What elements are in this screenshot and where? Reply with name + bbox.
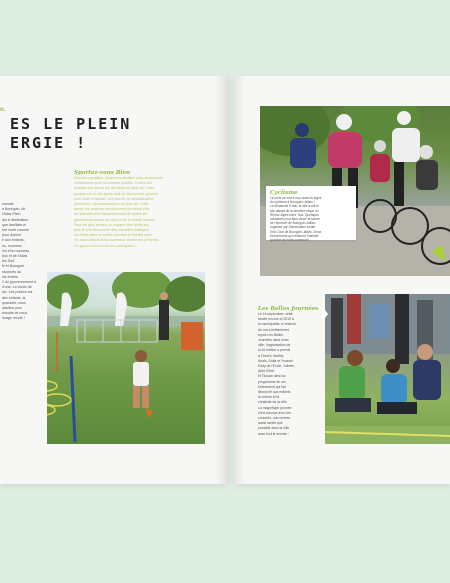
- body-line: ins invités: [2, 274, 18, 279]
- body-line: les associations et les nombreux bénévoles présents.: [74, 238, 160, 243]
- section-kicker: o.: [0, 107, 6, 113]
- body-line: sportives dans un cadre convivial et familial avec: [74, 233, 152, 238]
- body-line: Pour les plus jeunes, un espace était dédié aux: [74, 222, 150, 227]
- body-line: programme de cet: [258, 379, 286, 384]
- body-line: site départ de la dernière étape du: [270, 208, 319, 213]
- body-line: bus et de l'Atlas: [2, 254, 28, 259]
- body-line: adultes pour: [2, 306, 22, 311]
- belles-body: [258, 312, 322, 437]
- headline-line-1: ES LE PLEIN: [10, 115, 132, 133]
- body-line: de rue a brillamment: [258, 327, 289, 332]
- body-line: que familiale et: [2, 222, 27, 227]
- body-line: année les visiteurs ont découvert un circuit vélo: [74, 207, 150, 212]
- cyclisme-caption: [266, 186, 356, 243]
- body-line: les activités et le rassemblement de toutes les: [74, 212, 148, 217]
- body-line: la 4e édition a permis: [258, 348, 291, 353]
- body-line: Le mois de mai a reçu aussi le signe: [270, 196, 322, 200]
- body-line: ns, nouveau: [2, 243, 22, 248]
- body-line: Anaïs, Sofia et Youssef: [258, 358, 293, 363]
- body-line: Le 16 septembre, cette: [258, 312, 293, 316]
- body-line: centaines pour faire vibrer la scène: [270, 217, 320, 222]
- body-line: journée est un bel après-midi de découverte sportive: [74, 191, 158, 196]
- body-line: ensuite: [2, 202, 14, 206]
- left-column-text: [2, 202, 44, 322]
- cyclisme-body: [270, 196, 352, 242]
- body-line: ensuite ce nous: [2, 311, 28, 316]
- body-line: nombreuses pour les ateliers sportifs. Toutes ces: [74, 181, 152, 186]
- body-line: quarante, nous: [2, 300, 26, 305]
- article-headline: [10, 115, 131, 153]
- body-line: de l'épreuve de Bourgoin-Jallieu: [270, 221, 316, 226]
- body-line: Eddy de l'Ecole, Juliette,: [258, 364, 295, 369]
- body-line: bre toute comme: [2, 228, 29, 233]
- body-line: découvrir aux enfants: [258, 390, 291, 395]
- body-line: Un grand merci à tous les participants !: [74, 243, 137, 248]
- cyclisme-heading: Cyclisme: [270, 190, 298, 196]
- belles-journees-section: [258, 306, 322, 437]
- body-line: Vélo Club de Bourgoin-Jallieu. Deux: [270, 229, 322, 234]
- pointer-triangle: [322, 306, 328, 322]
- body-line: ssionnés au: [2, 269, 22, 274]
- body-line: repris Les Belles: [258, 332, 284, 337]
- body-line: organisé par l'association locale: [270, 225, 316, 230]
- body-line: année encore et 2015 à: [258, 317, 294, 322]
- body-line: possible dans la ville: [258, 426, 290, 431]
- gutter-shadow-right: [234, 76, 244, 484]
- body-line: Ensuite exposition. Quand les familles sont nombreuses: [74, 176, 164, 180]
- park-scene-illustration: [47, 272, 205, 444]
- body-line: activités ont abouti sur des tests en plein air. Cette: [74, 186, 155, 191]
- body-line: e aux enfants,: [2, 238, 25, 243]
- body-line: sportive de notre commune.: [270, 238, 310, 243]
- body-line: du cyclisme à Bourgoin-Jallieu !: [270, 200, 315, 205]
- body-line: pour toute la famille. Des stands de sensibilisation: [74, 196, 154, 201]
- body-line: préventive, des animations et le plein air. Cette: [74, 202, 149, 207]
- crowd-illustration: [325, 294, 450, 444]
- photo-crowd-family: [325, 294, 450, 444]
- body-line: ise. Les publics est: [2, 290, 33, 295]
- body-line: ain à destination: [2, 217, 29, 222]
- body-line: ville, l'organisation de: [258, 343, 291, 348]
- body-line: créativité de la ville.: [258, 400, 288, 405]
- sporty-body: [74, 176, 206, 249]
- body-line: Le dimanche 6 mai, la ville a été le: [270, 204, 319, 209]
- body-line: l'Atlas Plein: [2, 212, 21, 217]
- body-line: jeux et à la découverte des nouvelles pratiques: [74, 228, 149, 233]
- body-line: ion d'un nouveau: [2, 248, 30, 253]
- body-line: concerts, une rentrée: [258, 416, 291, 421]
- body-line: les Sud: [2, 259, 14, 264]
- body-line: ie et Bourgoin: [2, 264, 25, 269]
- body-line: des enfants, la: [2, 295, 26, 300]
- body-line: Rhône-Alpes Isère Tour. Quelques: [270, 212, 319, 217]
- body-line: Alice Ethel: [258, 369, 275, 374]
- body-line: générations autour du sport et de la bonne humeur.: [74, 217, 156, 222]
- body-line: 1 du gouvernement à: [2, 280, 36, 285]
- body-line: image recule !: [2, 316, 25, 321]
- headline-line-2: ERGIE !: [10, 134, 88, 152]
- body-line: aussi variée que: [258, 421, 283, 426]
- sporty-section: [74, 170, 206, 249]
- gutter-shadow-left: [216, 76, 228, 484]
- body-line: événement qui fait: [258, 384, 286, 389]
- body-line: s'est conclue avec les: [258, 410, 291, 415]
- body-line: et Titouan ainsi au: [258, 374, 286, 379]
- body-line: Journées dans notre: [258, 338, 289, 343]
- body-line: événements qui resteront l'identité: [270, 233, 319, 238]
- body-line: avec tout le monde !: [258, 431, 289, 436]
- body-line: la culture et la: [258, 395, 280, 400]
- body-line: à Florent, Mathis,: [258, 353, 285, 358]
- body-line: e Bourgoin, dit: [2, 207, 26, 212]
- photo-park-kids: [47, 272, 205, 444]
- body-line: La magnifique journée: [258, 405, 292, 410]
- body-line: pour donner: [2, 233, 22, 238]
- body-line: la municipalité, le festival: [258, 322, 296, 327]
- belles-heading: Les Belles Journées: [258, 306, 319, 312]
- sporty-heading: Sportez-vous Bien: [74, 170, 130, 176]
- body-line: d'une. La vision de: [2, 285, 32, 290]
